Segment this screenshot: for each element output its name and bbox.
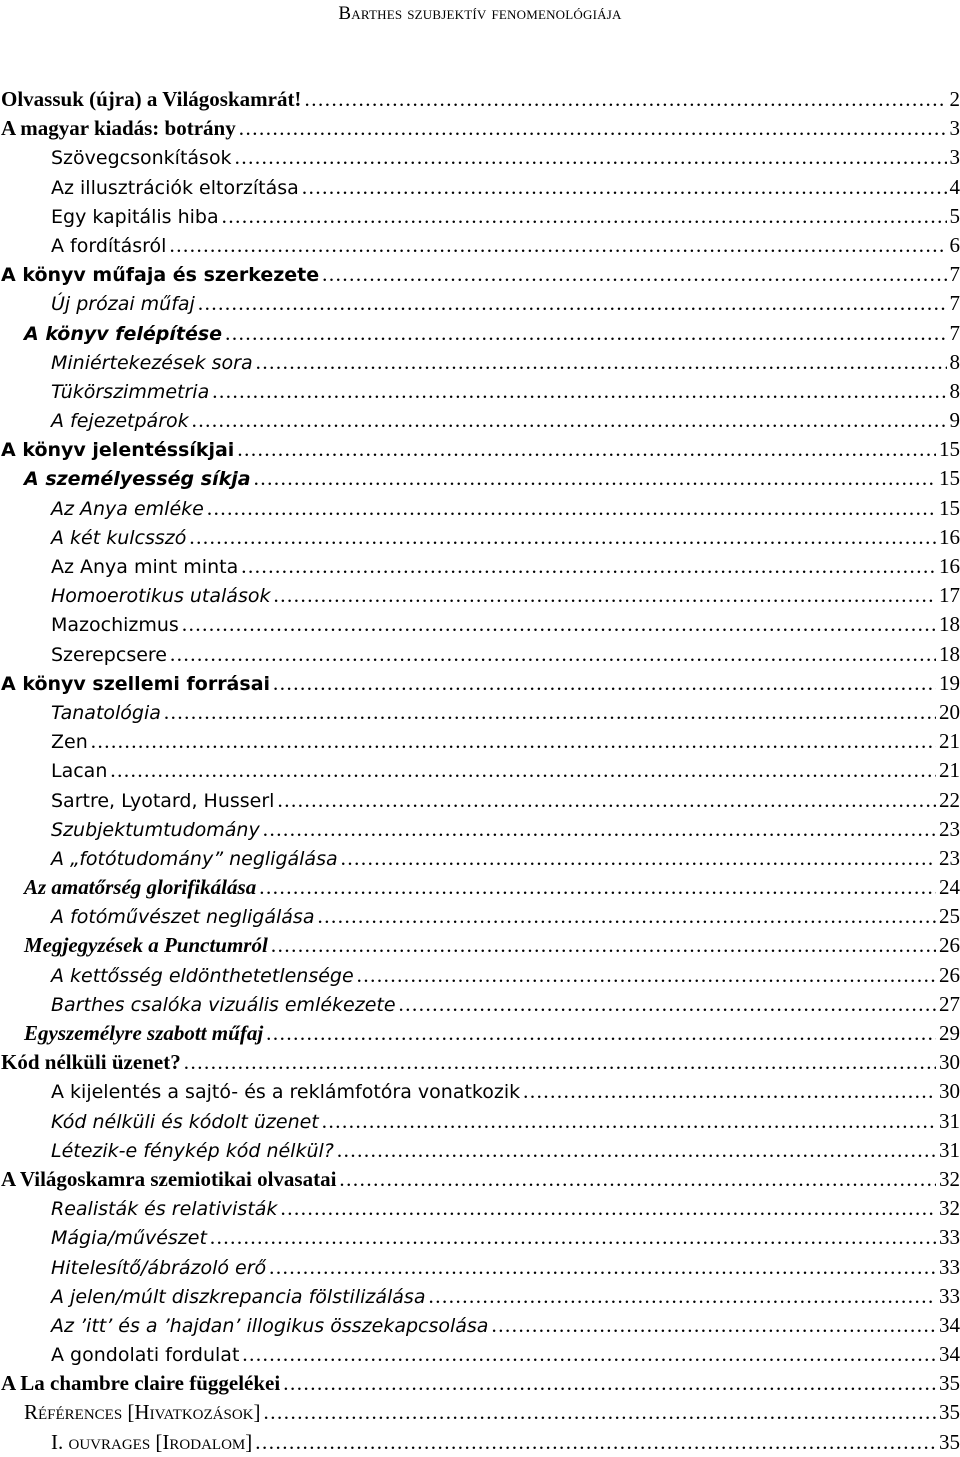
toc-entry[interactable] (0, 1194, 960, 1223)
toc-entry-label: Egyszemélyre szabott műfaj (24, 1019, 263, 1048)
toc-entry-label: Szövegcsonkítások (51, 144, 232, 173)
toc-entry[interactable] (0, 435, 960, 464)
toc-entry[interactable] (0, 1311, 960, 1340)
toc-page-number: 21 (939, 756, 960, 785)
toc-page-number: 15 (939, 464, 960, 493)
toc-entry[interactable] (0, 1048, 960, 1077)
toc-entry-label: Az Anya emléke (51, 495, 204, 524)
toc-entry-label: Kód nélküli üzenet? (1, 1048, 181, 1077)
toc-entry-label: A könyv műfaja és szerkezete (1, 261, 319, 290)
toc-entry[interactable] (0, 260, 960, 289)
toc-dot-leader (210, 1223, 936, 1252)
toc-dot-leader (273, 669, 936, 698)
toc-entry-label: Barthes csalóka vizuális emlékezete (51, 991, 396, 1020)
toc-entry-label: A Világoskamra szemiotikai olvasatai (1, 1165, 336, 1194)
toc-page-number: 6 (950, 231, 960, 260)
toc-dot-leader (110, 756, 936, 785)
toc-dot-leader (242, 1340, 936, 1369)
toc-dot-leader (192, 406, 947, 435)
toc-entry[interactable] (0, 756, 960, 785)
toc-entry-label: Új prózai műfaj (51, 290, 195, 319)
toc-entry[interactable] (0, 698, 960, 727)
toc-page-number: 22 (939, 786, 960, 815)
toc-dot-leader (302, 173, 947, 202)
toc-entry-label: A gondolati fordulat (51, 1341, 239, 1370)
toc-page-number: 4 (950, 173, 960, 202)
toc-entry-label: A fotóművészet negligálása (51, 903, 314, 932)
page-title-text: Barthes szubjektív fenomenológiája (338, 3, 621, 24)
toc-page-number: 5 (950, 202, 960, 231)
toc-page-number: 26 (939, 931, 960, 960)
toc-dot-leader (271, 931, 936, 960)
toc-entry-label: Az illusztrációk eltorzítása (51, 174, 299, 203)
toc-entry-label: Szubjektumtudomány (51, 816, 260, 845)
toc-entry-label: Megjegyzések a Punctumról (24, 931, 268, 960)
toc-entry[interactable] (0, 640, 960, 669)
toc-dot-leader (273, 581, 936, 610)
toc-dot-leader (322, 260, 946, 289)
toc-page-number: 30 (939, 1048, 960, 1077)
toc-page-number: 8 (950, 348, 960, 377)
toc-entry[interactable] (0, 552, 960, 581)
toc-dot-leader (491, 1311, 936, 1340)
toc-page-number: 3 (950, 114, 960, 143)
toc-entry-label: Az ’itt’ és a ’hajdan’ illogikus összekapcsolása (51, 1312, 488, 1341)
toc-page-number: 34 (939, 1340, 960, 1369)
toc-dot-leader (322, 1107, 936, 1136)
toc-entry[interactable] (0, 961, 960, 990)
toc-page-number: 7 (950, 289, 960, 318)
toc-entry[interactable] (0, 902, 960, 931)
toc-dot-leader (235, 143, 947, 172)
toc-entry[interactable] (0, 873, 960, 902)
toc-page-number: 25 (939, 902, 960, 931)
toc-page-number: 33 (939, 1223, 960, 1252)
toc-entry[interactable] (0, 1398, 960, 1427)
toc-dot-leader (241, 552, 936, 581)
toc-entry[interactable] (0, 1136, 960, 1165)
toc-entry-label: A könyv felépítése (24, 320, 222, 349)
toc-page-number: 31 (939, 1107, 960, 1136)
toc-page-number: 21 (939, 727, 960, 756)
toc-entry-label: A fejezetpárok (51, 407, 189, 436)
toc-page-number: 34 (939, 1311, 960, 1340)
toc-dot-leader (523, 1077, 936, 1106)
toc-entry[interactable] (0, 844, 960, 873)
toc-entry-label: Olvassuk (újra) a Világoskamrát! (1, 85, 301, 114)
toc-page-number: 16 (939, 552, 960, 581)
toc-page-number: 23 (939, 844, 960, 873)
toc-page-number: 29 (939, 1019, 960, 1048)
toc-entry[interactable] (0, 1369, 960, 1398)
table-of-contents (0, 85, 960, 1457)
toc-page-number: 33 (939, 1282, 960, 1311)
toc-entry[interactable] (0, 815, 960, 844)
toc-page-number: 15 (939, 494, 960, 523)
toc-entry[interactable] (0, 289, 960, 318)
toc-page-number: 16 (939, 523, 960, 552)
toc-dot-leader (182, 610, 936, 639)
toc-dot-leader (207, 494, 936, 523)
toc-entry[interactable] (0, 377, 960, 406)
toc-entry-label: Références [Hivatkozások] (24, 1398, 260, 1427)
toc-entry[interactable] (0, 931, 960, 960)
toc-page-number: 35 (939, 1369, 960, 1398)
toc-page-number: 9 (950, 406, 960, 435)
toc-entry-label: Egy kapitális hiba (51, 203, 219, 232)
toc-page-number: 33 (939, 1253, 960, 1282)
toc-entry-label: A két kulcsszó (51, 524, 186, 553)
toc-entry-label: Realisták és relativisták (51, 1195, 277, 1224)
toc-dot-leader (357, 961, 936, 990)
toc-page-number: 19 (939, 669, 960, 698)
toc-entry-label: I. ouvrages [Irodalom] (51, 1428, 252, 1457)
toc-dot-leader (189, 523, 936, 552)
toc-dot-leader (184, 1048, 936, 1077)
toc-page-number: 20 (939, 698, 960, 727)
toc-entry-label: Mágia/művészet (51, 1224, 207, 1253)
toc-entry-label: A könyv szellemi forrásai (1, 670, 270, 699)
toc-entry-label: Szerepcsere (51, 641, 167, 670)
toc-page-number: 35 (939, 1398, 960, 1427)
toc-dot-leader (341, 844, 936, 873)
toc-page-number: 7 (950, 260, 960, 289)
toc-page-number: 18 (939, 640, 960, 669)
toc-page-number: 18 (939, 610, 960, 639)
toc-dot-leader (169, 231, 946, 260)
toc-dot-leader (280, 1194, 936, 1223)
toc-entry-label: Létezik-e fénykép kód nélkül? (51, 1137, 334, 1166)
toc-entry-label: A „fotótudomány” negligálása (51, 845, 338, 874)
toc-entry[interactable] (0, 786, 960, 815)
toc-dot-leader (263, 815, 936, 844)
toc-entry[interactable] (0, 669, 960, 698)
toc-entry[interactable] (0, 1340, 960, 1369)
toc-entry[interactable] (0, 727, 960, 756)
toc-page-number: 32 (939, 1165, 960, 1194)
toc-entry-label: A magyar kiadás: botrány (1, 114, 236, 143)
toc-entry-label: Zen (51, 728, 88, 757)
toc-entry[interactable] (0, 1019, 960, 1048)
toc-entry[interactable] (0, 319, 960, 348)
toc-page-number: 2 (950, 85, 960, 114)
toc-entry-label: Sartre, Lyotard, Husserl (51, 787, 274, 816)
toc-page-number: 15 (939, 435, 960, 464)
toc-entry-label: Lacan (51, 757, 107, 786)
toc-page-number: 23 (939, 815, 960, 844)
toc-entry-label: A jelen/múlt diszkrepancia fölstilizálása (51, 1283, 425, 1312)
toc-entry-label: Tükörszimmetria (51, 378, 209, 407)
toc-page-number: 35 (939, 1428, 960, 1457)
toc-dot-leader (91, 727, 936, 756)
toc-entry-label: A La chambre claire függelékei (1, 1369, 280, 1398)
toc-dot-leader (198, 289, 947, 318)
toc-entry[interactable] (0, 85, 960, 114)
toc-entry[interactable] (0, 990, 960, 1019)
toc-dot-leader (222, 202, 947, 231)
toc-entry[interactable] (0, 610, 960, 639)
toc-page-number: 7 (950, 319, 960, 348)
toc-entry[interactable] (0, 1077, 960, 1106)
toc-entry-label: Hitelesítő/ábrázoló erő (51, 1254, 266, 1283)
toc-dot-leader (304, 85, 946, 114)
toc-entry-label: Az Anya mint minta (51, 553, 238, 582)
toc-entry-label: Tanatológia (51, 699, 161, 728)
toc-entry[interactable] (0, 406, 960, 435)
toc-dot-leader (317, 902, 936, 931)
toc-dot-leader (255, 1428, 936, 1457)
toc-dot-leader (263, 1398, 936, 1427)
toc-page-number: 27 (939, 990, 960, 1019)
toc-entry-label: Miniértekezések sora (51, 349, 253, 378)
toc-dot-leader (225, 319, 946, 348)
page-title (0, 4, 960, 24)
toc-dot-leader (164, 698, 936, 727)
toc-dot-leader (428, 1282, 936, 1311)
toc-page-number: 26 (939, 961, 960, 990)
toc-page-number: 24 (939, 873, 960, 902)
toc-entry[interactable] (0, 348, 960, 377)
toc-entry-label: A kijelentés a sajtó- és a reklámfotóra vonatkozik (51, 1078, 520, 1107)
toc-entry[interactable] (0, 143, 960, 172)
toc-page-number: 17 (939, 581, 960, 610)
toc-entry[interactable] (0, 231, 960, 260)
toc-dot-leader (277, 786, 936, 815)
toc-dot-leader (399, 990, 936, 1019)
toc-dot-leader (339, 1165, 936, 1194)
toc-entry[interactable] (0, 1165, 960, 1194)
toc-dot-leader (237, 435, 936, 464)
toc-dot-leader (212, 377, 946, 406)
toc-entry-label: A személyesség síkja (24, 465, 251, 494)
toc-entry[interactable] (0, 1253, 960, 1282)
toc-entry[interactable] (0, 494, 960, 523)
toc-dot-leader (283, 1369, 936, 1398)
toc-dot-leader (337, 1136, 936, 1165)
toc-entry-label: Homoerotikus utalások (51, 582, 270, 611)
toc-dot-leader (239, 114, 947, 143)
toc-entry-label: A könyv jelentéssíkjai (1, 436, 234, 465)
toc-entry[interactable] (0, 1107, 960, 1136)
toc-page-number: 30 (939, 1077, 960, 1106)
toc-dot-leader (254, 464, 936, 493)
toc-page-number: 32 (939, 1194, 960, 1223)
toc-entry[interactable] (0, 202, 960, 231)
toc-entry[interactable] (0, 173, 960, 202)
toc-entry-label: A kettősség eldönthetetlensége (51, 962, 354, 991)
toc-dot-leader (170, 640, 936, 669)
toc-page-number: 3 (950, 143, 960, 172)
toc-entry-label: A fordításról (51, 232, 166, 261)
toc-dot-leader (256, 348, 947, 377)
toc-page-number: 31 (939, 1136, 960, 1165)
toc-entry-label: Kód nélküli és kódolt üzenet (51, 1108, 319, 1137)
toc-entry-label: Az amatőrség glorifikálása (24, 873, 256, 902)
toc-dot-leader (259, 873, 936, 902)
toc-entry[interactable] (0, 464, 960, 493)
toc-entry[interactable] (0, 1282, 960, 1311)
toc-entry[interactable] (0, 1428, 960, 1457)
toc-entry-label: Mazochizmus (51, 611, 179, 640)
toc-entry[interactable] (0, 523, 960, 552)
toc-entry[interactable] (0, 581, 960, 610)
toc-page-number: 8 (950, 377, 960, 406)
toc-dot-leader (266, 1019, 936, 1048)
toc-entry[interactable] (0, 1223, 960, 1252)
toc-entry[interactable] (0, 114, 960, 143)
toc-dot-leader (269, 1253, 936, 1282)
